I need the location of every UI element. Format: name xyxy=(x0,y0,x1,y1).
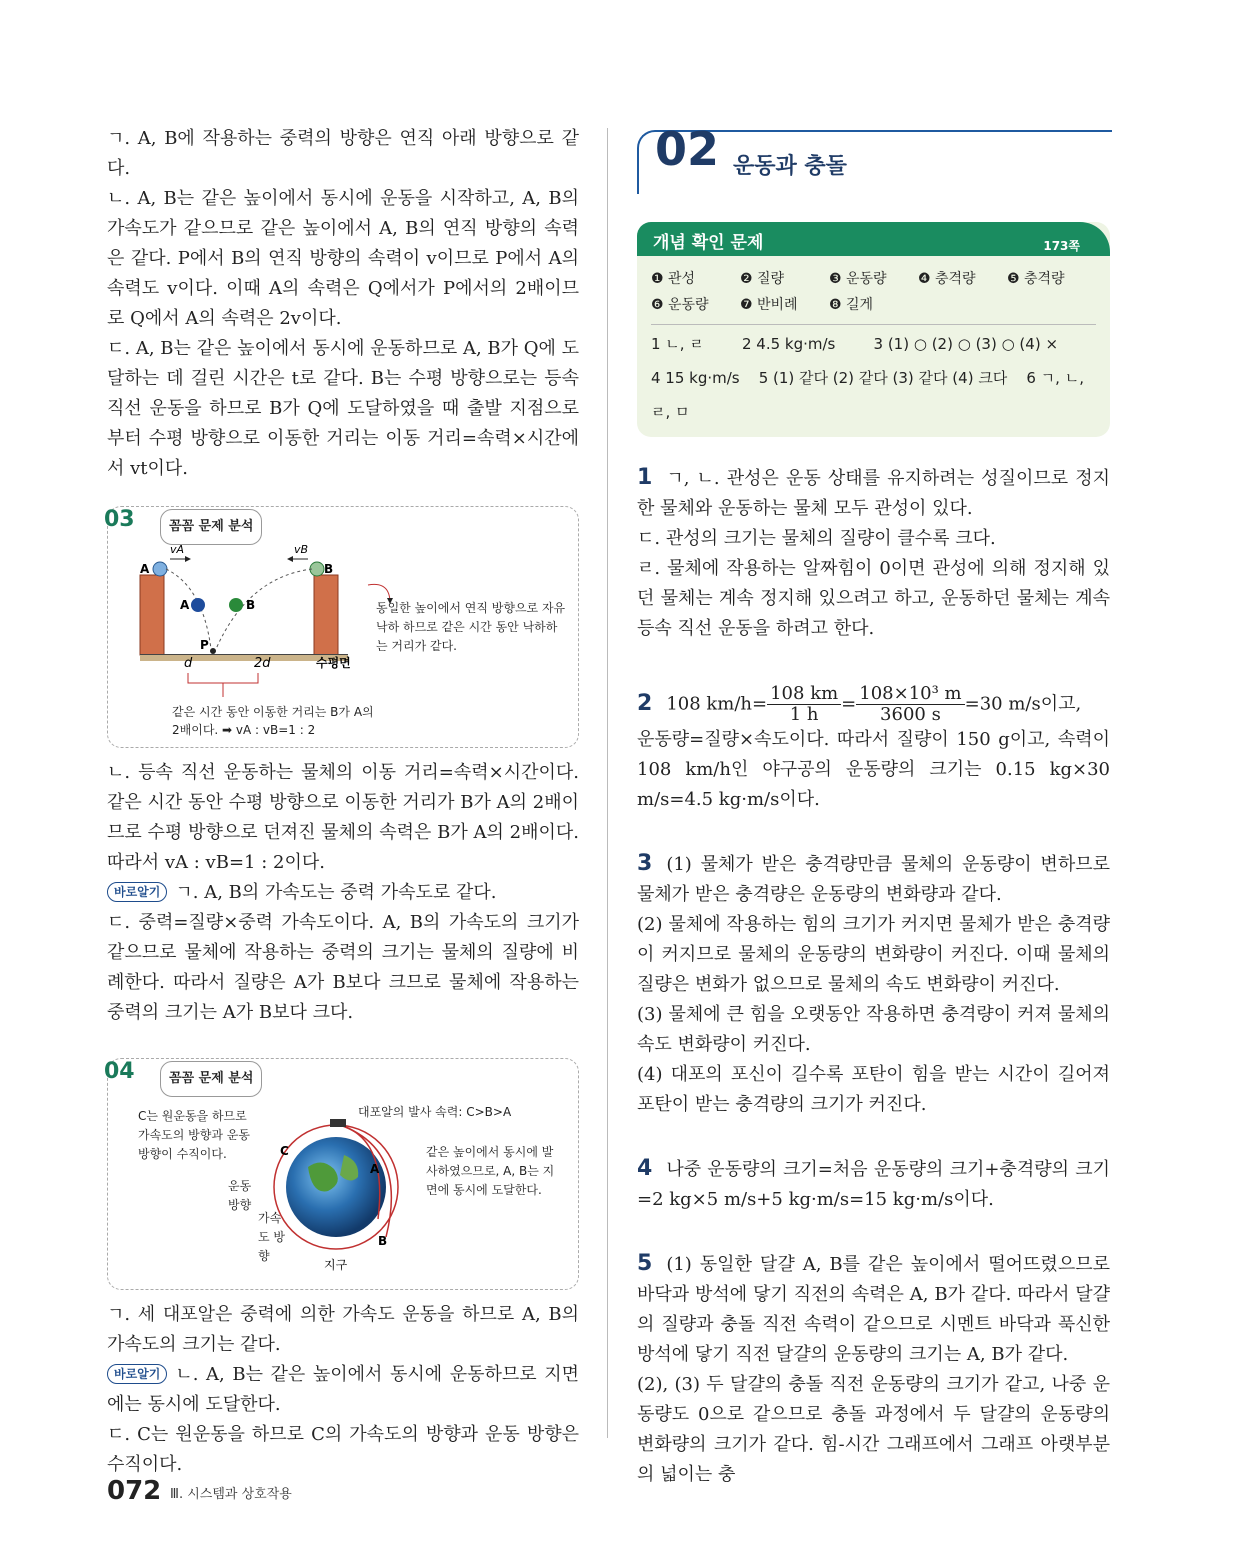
section-title: 운동과 충돌 xyxy=(733,154,847,179)
keyword-item: ❻ 운동량 xyxy=(651,297,709,313)
solution-number: 3 xyxy=(637,851,653,876)
ball-a-start xyxy=(153,562,167,576)
fraction xyxy=(856,684,964,725)
paragraph xyxy=(107,1360,579,1420)
paragraph: ㄴ. 등속 직선 운동하는 물체의 이동 거리=속력×시간이다. 같은 시간 동안 수평 방향으로 이동한 거리가 B가 A의 2배이므로 수평 방향으로 던져진 물체의 속력은 B가 A의 2배이다. 따라서 vA : vB=1 : 2이다. xyxy=(107,762,579,873)
acceleration-direction-label: 가속도 방향 xyxy=(258,1211,285,1263)
keyword-item: ❽ 길게 xyxy=(829,297,874,313)
label-va: vA xyxy=(170,543,185,556)
numerator: 108 km xyxy=(767,684,841,705)
left-column xyxy=(104,124,579,1480)
note-top: 대포알의 발사 속력: C>B>A xyxy=(358,1105,512,1119)
label-d: d xyxy=(184,656,193,671)
label-a: A xyxy=(140,562,150,576)
answer-line: ㄹ, ㅁ xyxy=(651,403,690,421)
solution-1 xyxy=(637,463,1110,524)
keyword-item: ❷ 질량 xyxy=(740,271,785,287)
paragraph: ㄷ. C는 원운동을 하므로 C의 가속도의 방향과 운동 방향은 수직이다. xyxy=(107,1424,579,1475)
formula-text: =30 m/s이고, xyxy=(964,693,1082,715)
note-right: 동일한 높이에서 연직 방향으로 자유 낙하 하므로 같은 시간 동안 낙하하는 거리가 같다. xyxy=(376,601,566,653)
right-column xyxy=(637,124,1110,1490)
paragraph: ㄹ. 물체에 작용하는 알짜힘이 0이면 관성에 의해 정지해 있던 물체는 계속 정지해 있으려고 하고, 운동하던 물체는 계속 등속 직선 운동을 하려고 한다. xyxy=(637,558,1110,639)
label-b-mid: B xyxy=(246,598,256,612)
label-a-mid: A xyxy=(180,598,190,612)
fraction xyxy=(767,684,841,725)
ball-b-mid xyxy=(229,598,243,612)
paragraph: ㄷ. A, B는 같은 높이에서 동시에 운동하므로 A, B가 Q에 도달하는 데 걸린 시간은 t로 같다. B는 수평 방향으로는 등속 직선 운동을 하므로 B가 Q에 도달하였을 때 출발 지점으로부터 수평 방향으로 이동한 거리는 이동 거리=속력×시간에서 vt이다. xyxy=(107,338,579,479)
right-wall xyxy=(314,575,338,655)
label-b: B xyxy=(378,1234,388,1248)
label-ground: 수평면 xyxy=(316,656,351,670)
concept-header xyxy=(637,222,1110,256)
concept-title: 개념 확인 문제 xyxy=(653,233,764,253)
paragraph: 운동량=질량×속도이다. 따라서 질량이 150 g이고, 속력이 108 km/h인 야구공의 운동량의 크기는 0.15 kg×30 m/s=4.5 kg·m/s이다. xyxy=(637,729,1110,810)
ball-a-mid xyxy=(191,598,205,612)
solution-number: 1 xyxy=(637,465,653,490)
label-c: C xyxy=(280,1144,289,1158)
paragraph: ㄱ. 세 대포알은 중력에 의한 가속도 운동을 하므로 A, B의 가속도의 크기는 같다. xyxy=(107,1304,579,1355)
paragraph: ㄴ. A, B는 같은 높이에서 동시에 운동을 시작하고, A, B의 가속도가 같으므로 같은 높이에서 A, B의 연직 방향의 속력은 같다. P에서 B의 연직 방향의 속력이 v이므로 P에서 A의 속력도 v이다. 이때 A의 속력은 Q에서가 P에서의 2배이므로 Q에서 A의 속력은 2v이다. xyxy=(107,188,579,329)
q04-analysis-box xyxy=(104,1058,579,1290)
paragraph xyxy=(107,878,579,908)
ball-b-start xyxy=(310,562,324,576)
paragraph: (2), (3) 두 달걀의 충돌 직전 운동량의 크기가 같고, 나중 운동량도 0으로 같으므로 충돌 과정에서 두 달걀의 운동량의 변화량의 크기가 같다. 힘-시간 그래프에서 그래프 아랫부분의 넓이는 충 xyxy=(637,1374,1110,1485)
analysis-tag: 꼼꼼 문제 분석 xyxy=(160,1061,262,1097)
paragraph: ㄷ. 관성의 크기는 물체의 질량이 클수록 크다. xyxy=(637,528,996,549)
label-b: B xyxy=(324,562,334,576)
column-divider xyxy=(607,128,608,1438)
denominator: 1 h xyxy=(789,704,819,725)
answer-line: 4 15 kg·m/s 5 (1) 같다 (2) 같다 (3) 같다 (4) 크다 6 ㄱ, ㄴ, xyxy=(651,369,1084,387)
keyword-grid xyxy=(651,266,1096,325)
answer-line: 1 ㄴ, ㄹ 2 4.5 kg·m/s 3 (1) ○ (2) ○ (3) ○ (4) × xyxy=(651,335,1059,353)
correction-badge: 바로알기 xyxy=(107,1364,167,1384)
note-bottom-2: 2배이다. ➡ vA : vB=1 : 2 xyxy=(172,723,316,737)
paragraph: (3) 물체에 큰 힘을 오랫동안 작용하면 충격량이 커져 물체의 속도 변화량이 커진다. xyxy=(637,1004,1110,1055)
keyword-item: ❺ 충격량 xyxy=(1007,271,1065,287)
keyword-item: ❹ 충격량 xyxy=(918,271,976,287)
correction-badge: 바로알기 xyxy=(107,882,167,902)
keyword-item: ❼ 반비례 xyxy=(740,297,798,313)
section-header xyxy=(637,124,1110,204)
note-bottom-1: 같은 시간 동안 이동한 거리는 B가 A의 xyxy=(172,705,374,719)
solution-5 xyxy=(637,1249,1110,1370)
left-wall xyxy=(140,575,164,655)
paragraph: ㄱ. A, B에 작용하는 중력의 방향은 연직 아래 방향으로 같다. xyxy=(107,128,579,179)
note-left: C는 원운동을 하므로 가속도의 방향과 운동 방향이 수직이다. xyxy=(138,1109,250,1161)
solution-3 xyxy=(637,849,1110,910)
point-p xyxy=(210,648,216,654)
solution-2: 2 108 km/h= $\frac{108 km}{1 h}$ = $\frac{\text{108×10³ m}}{3600 s}$ =30 m/s이고, xyxy=(637,683,1082,725)
motion-direction-label: 운동 방향 xyxy=(228,1179,252,1212)
paragraph: (2) 물체에 작용하는 힘의 크기가 커지면 물체가 받은 충격량이 커지므로 물체의 운동량의 변화량이 커진다. 이때 물체의 질량은 변화가 없으므로 물체의 속도 변화량이 커진다. xyxy=(637,914,1110,995)
paragraph-text: ㄱ. A, B의 가속도는 중력 가속도로 같다. xyxy=(175,882,497,903)
solution-number: 2 xyxy=(637,690,653,716)
label-earth: 지구 xyxy=(324,1258,348,1272)
formula-text: 108 km/h= xyxy=(666,693,768,715)
solution-number: 4 xyxy=(637,1156,653,1181)
section-number: 02 xyxy=(655,122,720,176)
question-number: 03 xyxy=(104,507,135,532)
label-a: A xyxy=(370,1162,380,1176)
earth xyxy=(286,1137,386,1237)
note-right: 같은 높이에서 동시에 발사하였으므로, A, B는 지면에 동시에 도달한다. xyxy=(426,1145,555,1197)
paragraph-text: ㄴ. A, B는 같은 높이에서 동시에 운동하므로 지면에는 동시에 도달한다. xyxy=(107,1364,579,1415)
numerator: 108×10³ m xyxy=(856,684,964,705)
question-number: 04 xyxy=(104,1059,135,1084)
bracket xyxy=(188,673,258,683)
denominator: 3600 s xyxy=(880,704,941,725)
label-p: P xyxy=(200,638,209,652)
solution-text: (1) 물체가 받은 충격량만큼 물체의 운동량이 변하므로 물체가 받은 충격량은 운동량의 변화량과 같다. xyxy=(637,854,1110,905)
cannon xyxy=(330,1119,346,1127)
paragraph: ㄷ. 중력=질량×중력 가속도이다. A, B의 가속도의 크기가 같으므로 물체에 작용하는 중력의 크기는 물체의 질량에 비례한다. 따라서 질량은 A가 B보다 크므로 물체에 작용하는 중력의 크기는 A가 B보다 크다. xyxy=(107,912,579,1023)
solution-number: 5 xyxy=(637,1251,653,1276)
analysis-tag: 꼼꼼 문제 분석 xyxy=(160,509,262,545)
solution-4 xyxy=(637,1154,1110,1215)
solution-text: (1) 동일한 달걀 A, B를 같은 높이에서 떨어뜨렸으므로 바닥과 방석에 닿기 직전의 속력은 A, B가 같다. 따라서 달걀의 질량과 충돌 직전 속력이 같으므로 시멘트 바닥과 푹신한 방석에 닿기 직전 달걀의 운동량의 크기는 A, B가 같다. xyxy=(637,1254,1110,1365)
page-number: 072 xyxy=(107,1476,162,1506)
label-vb: vB xyxy=(294,543,309,556)
solution-text: ㄱ, ㄴ. 관성은 운동 상태를 유지하려는 성질이므로 정지한 물체와 운동하는 물체 모두 관성이 있다. xyxy=(637,468,1110,519)
solution-text: 나중 운동량의 크기=처음 운동량의 크기+충격량의 크기 =2 kg×5 m/s+5 kg·m/s=15 kg·m/s이다. xyxy=(637,1159,1110,1210)
label-2d: 2d xyxy=(254,656,271,671)
q03-analysis-box xyxy=(104,506,579,748)
chapter-title: Ⅲ. 시스템과 상호작용 xyxy=(170,1487,292,1502)
concept-page: 173쪽 xyxy=(1043,239,1080,253)
keyword-item: ❶ 관성 xyxy=(651,271,696,287)
paragraph: (4) 대포의 포신이 길수록 포탄이 힘을 받는 시간이 길어져 포탄이 받는 충격량의 크기가 커진다. xyxy=(637,1064,1110,1115)
keyword-item: ❸ 운동량 xyxy=(829,271,887,287)
concept-check-box xyxy=(637,222,1110,437)
